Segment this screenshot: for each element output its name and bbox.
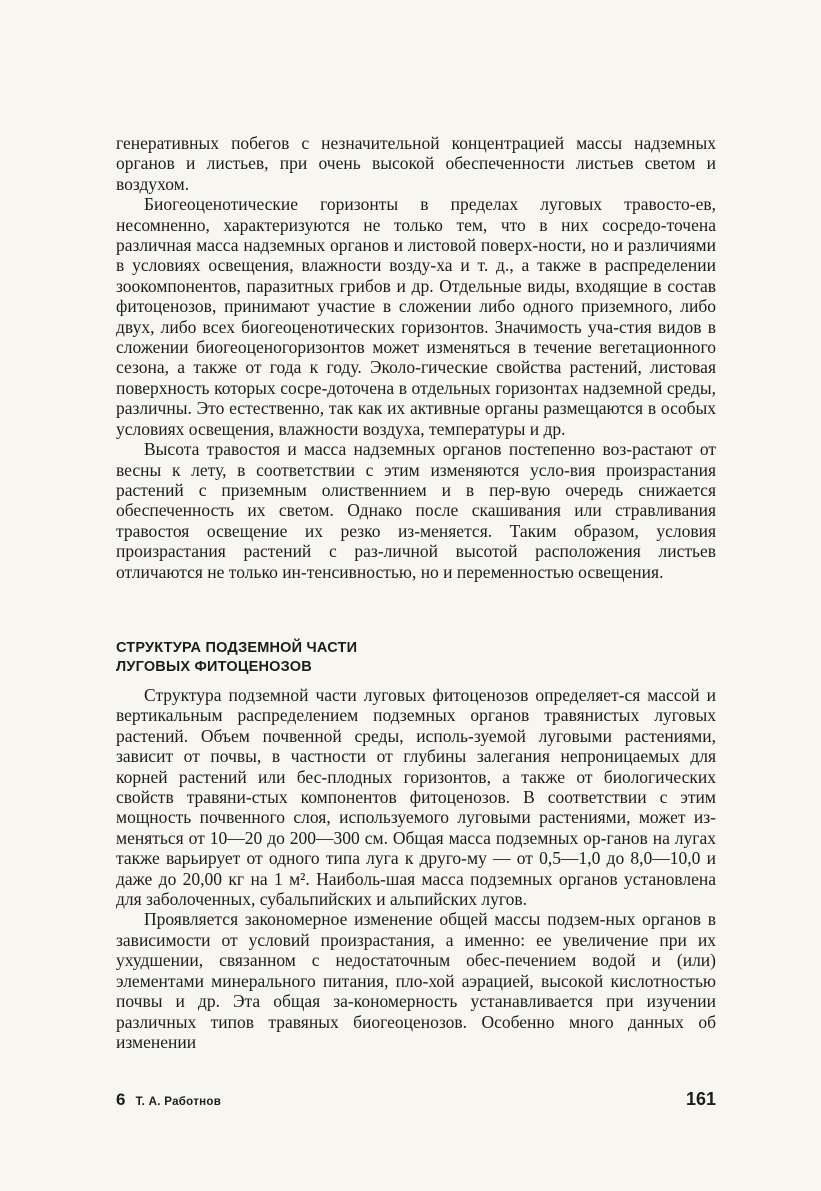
page-number: 161 (685, 1089, 716, 1109)
page-footer (116, 1089, 716, 1110)
printer-signature (116, 1090, 221, 1110)
signature-author: Т. А. Работнов (135, 1096, 222, 1108)
text-block-top (116, 133, 716, 582)
section-heading-line-2: ЛУГОВЫХ ФИТОЦЕНОЗОВ (116, 659, 312, 675)
section-heading-line-1: СТРУКТУРА ПОДЗЕМНОЙ ЧАСТИ (116, 640, 358, 656)
paragraph-mass-change: Проявляется закономерное изменение общей массы подзем-ных органов в зависимости от условий произрастания, а именно: ее увеличение при их ухудшении, связанном с недостаточным обес-печением водой и (или) элементами минерального питания, пло-хой аэрацией, высокой кислотностью почвы и др. Эта общая за-кономерность устанавливается при изучении различных типов травяных биогеоценозов. Особенно много данных об изменении (116, 909, 716, 1052)
paragraph-height-of-stand: Высота травостоя и масса надземных органов постепенно воз-растают от весны к лету, в соответствии с этим изменяются усло-вия произрастания растений с приземным олиственнием и в пер-вую очередь снижается обеспеченность их светом. Однако после скашивания или стравливания травостоя освещение их резко из-меняется. Таким образом, условия произрастания растений с раз-личной высотой расположения листьев отличаются не только ин-тенсивностью, но и переменностью освещения. (116, 439, 716, 582)
paragraph-underground-structure: Структура подземной части луговых фитоценозов определяет-ся массой и вертикальным распределением подземных органов травянистых луговых растений. Объем почвенной среды, исполь-зуемой луговыми растениями, зависит от почвы, в частности от глубины залегания непроницаемых для корней растений или бес-плодных горизонтов, а также от биологических свойств травяни-стых компонентов фитоценозов. В соответствии с этим мощность почвенного слоя, используемого луговыми растениями, может из-меняться от 10—20 до 200—300 см. Общая масса подземных ор-ганов на лугах также варьирует от одного типа луга к друго-му — от 0,5—1,0 до 8,0—10,0 и даже до 20,00 кг на 1 м². Наиболь-шая масса подземных органов установлена для заболоченных, субальпийских и альпийских лугов. (116, 685, 716, 910)
text-block-bottom (116, 685, 716, 1052)
signature-number: 6 (116, 1090, 126, 1109)
paragraph-continuation: генеративных побегов с незначительной концентрацией массы надземных органов и листьев, при очень высокой обеспеченности листьев светом и воздухом. (116, 133, 716, 194)
paragraph-biogeocenotic-horizons: Биогеоценотические горизонты в пределах луговых травосто-ев, несомненно, характеризуются не только тем, что в них сосредо-точена различная масса надземных органов и листовой поверх-ности, но и различиями в условиях освещения, влажности возду-ха и т. д., а также в распределении зоокомпонентов, паразитных грибов и др. Отдельные виды, входящие в состав фитоценозов, принимают участие в сложении либо одного приземного, либо двух, либо всех биогеоценотических горизонтов. Значимость уча-стия видов в сложении биогеоценогоризонтов может изменяться в течение вегетационного сезона, а также от года к году. Эколо-гические свойства растений, листовая поверхность которых сосре-доточена в отдельных горизонтах надземной среды, различны. Это естественно, так как их активные органы размещаются в особых условиях освещения, влажности воздуха, температуры и др. (116, 194, 716, 439)
section-heading (116, 639, 436, 677)
